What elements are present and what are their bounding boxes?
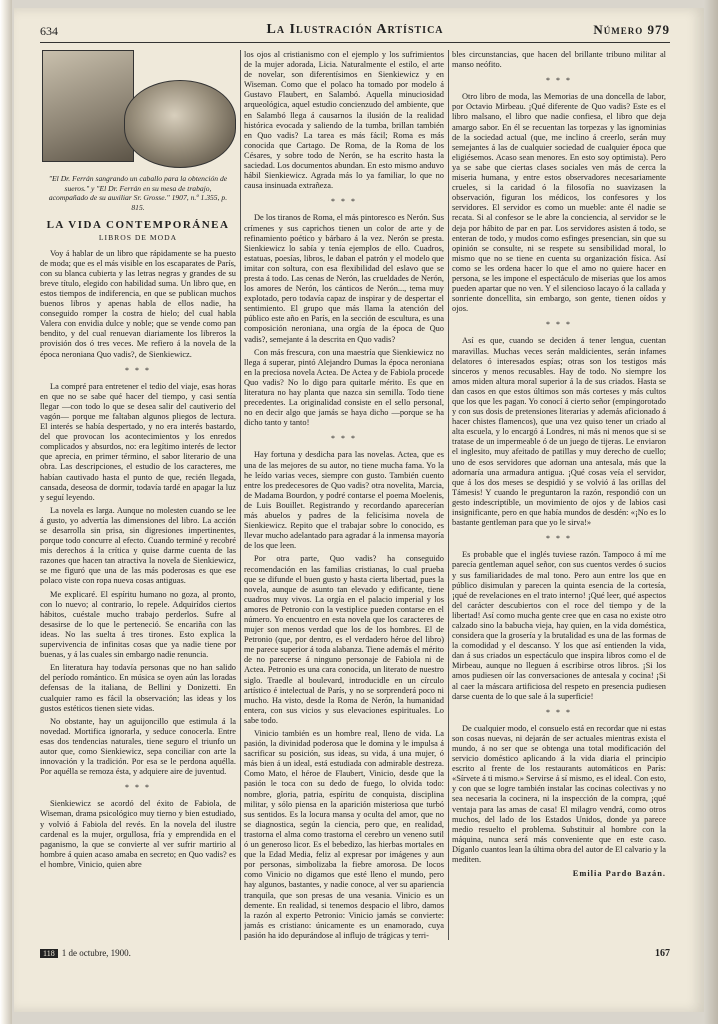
footer-date-group [40, 948, 131, 958]
paragraph: La novela es larga. Aunque no molesten cuando se lee á gusto, yo advertía las dimensiones del libro. La acción se desarrolla sin prisa, sin digresiones impertinentes, porque todo concurre al efecto. Cuando terminé y recobré mis derechos á la crítica y quise darme cuenta de las razones que hacen tan atractiva la novela de Sienkiewicz, se me figuró que una de las más poderosas es que ese polaco viste con ropa nueva cosas antiguas. [40, 505, 236, 586]
page-edge [704, 0, 718, 1024]
photo-work-table [124, 80, 236, 168]
paragraph: Sienkiewicz se acordó del éxito de Fabiola, de Wiseman, drama psicológico muy tierno y bien estudiado, y volvió á Fabiola del revés. En la novela del ilustre cardenal es la mujer, orgullosa, fría y emprendida en el paganismo, la que se convierte al ver sufrir martirio al hombre á quien acaso amaba en secreto; en Quo vadis? es el hombre, Vinicio, quien abre [40, 799, 236, 869]
paragraph: Voy á hablar de un libro que rápidamente se ha puesto de moda; que es el más visible en los escaparates de París, con su blanca cubierta y las letras negras y grandes de su breve título, elegido con habilidad suma. Un libro que, en estos tiempos de indiferencia, en que se publican muchos buenos libros y apenas habla de ellos nadie, ha conseguido romper la costra de hielo; del cual habla Valera con envidia dulce y noble; que se vende como pan bendito, y del cual renuevan diariamente los libreros la provisión dos ó tres veces. Me refiero á la novela de la época neroniana Quo vadis?, de Sienkiewicz. [40, 248, 236, 359]
footer-date: 1 de octubre, 1900. [61, 948, 131, 958]
paragraph: bles circunstancias, que hacen del brillante tribuno militar al manso neófito. [452, 50, 666, 70]
header-title: La Ilustración Artística [266, 22, 444, 37]
header-issue: Número 979 [593, 22, 670, 37]
paragraph: Es probable que el inglés tuviese razón. Tampoco á mí me parecía gentleman aquel señor, con sus cuentos verdes ó sucios y sus familiaridades de mal tono. Pero aun entre los que en público disimulan y parecen la quinta esencia de la cortesía, ¡qué de revelaciones en el trato interno! ¡Qué leer, qué aspectos del carácter descubiertos con el roce del tiempo y de la libertad! Así como mucha gente cree que en casa no existe otro calzado sino la babucha vieja, hay quien, en la vida doméstica, considera que la grosería y la brutalidad es una de las formas de la comodidad y el descanso. Y los que así entienden la vida, dan á sus criados un espectáculo que inspira libros como el de Mirbeau, aunque no lleguen á escribirse otros libros. ¡Si los amos pudiesen oír las conversaciones de antesala y cocina! ¡Si al caer la máscara artificiosa del respeto en presencia pudiesen darse cuenta de lo que sale á la superficie! [452, 550, 666, 701]
paragraph: De los tiranos de Roma, el más pintoresco es Nerón. Sus crímenes y sus caprichos tienen un color de arte y de refinamiento poético y bárbaro á la vez. Nerón se presta. Sienkiewicz lo sabía y tenía ejemplos de ello. Cuadros, estatuas, poesías, libros, le daban el patrón y el modelo que imitar con soltura, con esa flexibilidad del eslavo que se presta á todo. Las cenas de Nerón, las crueldades de Nerón, los amores de Nerón, los cánticos de Nerón..., tema muy explotado, pero todavía capaz de inspirar y de despertar el sentimiento. El grupo que más llama la atención del público este año en París, en la sección de escultura, es una composición neroniana, una orgía de la época de Quo vadis?, semejante á la descrita en Quo vadis? [244, 213, 444, 344]
column-divider-1 [240, 50, 241, 940]
paragraph: Así es que, cuando se deciden á tener lengua, cuentan maravillas. Muchas veces serán maldicientes, serán infames delatores ó interesados espías; otras son los testigos más sinceros y menos recusables. Hay de todo. No siempre los amos miden altura moral superior á la de sus criados. Hasta se dan casos en que estos últimos son más corteses y más cultos que los que les pagan. Yo conocí á cierto señor (empingorotado y con sus dosis de pretensiones literarias y además aficionado á hacer chistes flamencos), que una vez quiso tener un criado al alta escuela, y lo encargó á Londres, ni más ni menos que si se tratase de un impermeable ó de un juego de tijeras. Le enviaron el inglesito, muy afeitado de patillas y muy derecho de cuello; uno de esos servidores que adornan una antesala, más que la adornaría una armadura antigua. ¡Qué cosas veía el servidor, que á los dos meses se despidió y se volvió á las orillas del Támesis! Y cuando le preguntaron la razón, respondió con un gesto indescriptible, un movimiento de ojos y de labios casi insignificante, pero en que había mundos de desdén: «¡No es lo bastante gentleman para que yo le sirva!» [452, 336, 666, 528]
column-divider-2 [448, 50, 449, 940]
separator-asterisks: * * * [546, 707, 572, 717]
header-page-number: 634 [40, 24, 58, 38]
page-footer [40, 948, 670, 968]
book-spine [0, 0, 12, 1024]
column-1 [40, 50, 236, 940]
section-subtitle: LIBROS DE MODA [98, 233, 178, 243]
separator-asterisks: * * * [125, 783, 151, 793]
photo-caption: "El Dr. Ferrán sangrando un caballo para la obtención de sueros." y "El Dr. Ferrán en su mesa de trabajo, acompañado de su auxiliar Sr. Grosse." 1907, n.º 1.355, p. 815. [48, 174, 228, 212]
paragraph: Por otra parte, Quo vadis? ha conseguido recomendación en las familias cristianas, lo cual prueba que se difunde el buen gusto y hasta cierta libertad, pues la novela, aunque de asunto tan elevado y edificante, tiene cuadros muy vivos. La orgía en el palacio imperial y los amores de Petronio con la vestiplice pueden contarse en el número. Yo encuentro en esta novela que los caracteres de mujer son menos verdad que los de los hombres. El de Petronio (que, por dentro, es el verdadero héroe del libro) me parece superior á toda alabanza. Tiene además el mérito de no parecerse á ninguno personaje de Fabiola ni de Actea. Petronio es una cara conocida, un literato de nuestro siglo. Traedle al boulevard, introducidle en un círculo artístico é intelectual de París, y no se sorprenderá poco ni mucho. Ha visto, desde la Roma de Nerón, la humanidad entera, con sus vicios y sus elevaciones espirituales. Lo sabe todo. [244, 554, 444, 725]
paragraph: Con más frescura, con una maestría que Sienkiewicz no llega á superar, pintó Alejandro Dumas la época neroniana en la preciosa novela Actea. De Actea y de Fabiola procede Quo vadis? No lo digo para quitarle mérito. Es que en literatura no hay planta que nazca sin semilla. Todo tiene precedentes. La originalidad consiste en el sello personal, no en decir algo que jamás se haya dicho —porque se ha dicho tanto y tanto! [244, 347, 444, 428]
separator-asterisks: * * * [546, 76, 572, 86]
paragraph: Vinicio también es un hombre real, lleno de vida. La pasión, la divinidad poderosa que le domina y le impulsa á sacrificar su posición, sus ideas, su vida, á una mujer, ó más bien á un ideal, está estudiada con admirable destreza. Como Mato, el héroe de Flaubert, Vinicio, desde que la pasión le toca con su dedo de fuego, lo olvida todo: nombre, gloria, patria, espíritu de conquista, disciplina militar, y sólo piensa en la aparición misteriosa que turbó sus sentidos. Es la locura mansa y oculta del amor, que no se diagnostica, según la ciencia, pero que, en realidad, trastorna el alma como trastorna el cerebro un veneno sutil ó un generoso licor. Es el bebedizo, las hierbas mortales en que la Edad Media, feliz al expresar por imágenes y aun por personas, simbolizaba la fiebre amorosa. De locos como Vinicio no digamos que esté lleno el mundo, pero hay algunos, bastantes, y nadie conoce, al ver su apariencia tranquila, que son presas de una vesania. Vinicio es un demente. En realidad, si tenemos despacio el libro, damos la razón al experto Petronio: Vinicio jamás se convierte: jamás es cristiano: únicamente es un enamorado, cuya pasión ha ido depurándose al influjo de trágicas y terri- [244, 729, 444, 940]
paragraph: La compré para entretener el tedio del viaje, esas horas en que no se sabe qué hacer del tiempo, y casi sentía llegar —con todo lo que se desea salir del cautiverio del vagón— porque me faltaban algunos pliegos de lectura. El interés se había despertado, y no era interés bastardo, del que provocan los acontecimientos y los enredos complicados y absurdos, no: era legítimo interés de lector que aprecia, en primer término, el sabor literario de una obra. Las descripciones, el estudio de los caracteres, me habían cautivado hasta el punto de que, recién llegada, cansada, deseosa de dormir, todavía tardé en apagar la luz y seguí leyendo. [40, 381, 236, 502]
separator-asterisks: * * * [546, 320, 572, 330]
author-signature: Emilia Pardo Bazán. [572, 869, 666, 879]
paragraph: Otro libro de moda, las Memorias de una doncella de labor, por Octavio Mirbeau. ¡Qué diferente de Quo vadis? Este es el libro malsano, el libro que nadie confiesa, el libro que deja amargo sabor. En él se recuentan las torpezas y las ignominias de la sociedad actual (que, me inclino á creerlo, serán muy semejantes á las de cualquier sociedad de cualquier época que eligiésemos. Acaso sean menores. En esto soy optimista). Pero ya se sabe que ciertas clases sociales ven más de cerca la miseria humana, y entre estos observadores necesariamente crueles, si la caridad ó la filosofía no suavizasen la observación, figuran los médicos, los confesores y los servidores. El servidor es como un mueble: ante él nadie se recata. Si al confesor se le abre la conciencia, al servidor se le deja por hábito de par en par. Los servidores asisten á todo, se enteran de todo, y mudos como esfinges presencian, sin que su opinión se consulte, ni se respete su sensibilidad moral, lo mismo que no se tiene en cuenta su organización física. Así como se les ordena hacer lo que el amo no quiere hacer en persona, se les impone el espectáculo de miserias que los amos pueden apartar que no ven. Y el silencioso lacayo ó la callada y sonriente doncellita, sin embargo, son gente, tienen oídos y ojos. [452, 92, 666, 314]
separator-asterisks: * * * [331, 434, 357, 444]
paragraph: Me explicaré. El espíritu humano no goza, al pronto, con lo nuevo; al contrario, lo repele. Adquirídos ciertos hábitos, cuéstale mucho trabajo perderlos. Sufre al desasirse de lo que le perteneció. Se encariña con las ideas. No las suelta á tres tirones. Esto explica la supervivencia de infinitas cosas que ya nadie tiene por buenas, y á las cuales sin embargo nadie renuncia. [40, 589, 236, 660]
separator-asterisks: * * * [125, 365, 151, 375]
footer-badge: 118 [40, 949, 58, 958]
paragraph: De cualquier modo, el consuelo está en recordar que ni estas son cosas nuevas, ni dejarán de ser actuales mientras exista el mundo, á no ser que se obtenga una total modificación del servicio doméstico aplicando á la vida diaria el principio escrito al frente de los restaurants automáticos en París: «Sírvete á ti mismo.» Servirse á sí mismo, es el ideal. Con esto, y con que se logre también instalar las cocinas colectivas y no sea necesaria la cocinera, ni la inspección de la compra, ¡qué ventaja para las amas de casa! El milagro vendrá, como otros muchos, del lado de los Estados Unidos, donde ya parece medio resuelto el problema. Substituir al hombre con la máquina, nunca será más conveniente que en este caso. Díganlo cuantos lean la última obra del autor de El calvario y la mediten. [452, 723, 666, 865]
header-rule [40, 42, 670, 43]
paragraph: No obstante, hay un aguijoncillo que estimula á la novedad. Mortifica ignorarla, y seduce conocerla. Entre esas dos tendencias naturales, tiene seguro el triunfo un autor que, como Sienkiewicz, sepa conciliar con arte la innovación y la tradición. Por esa se le perdona aquélla. Por aquélla se remoza ésta, y adquiere aire de juventud. [40, 716, 236, 777]
column-2 [244, 50, 444, 940]
photographs [40, 50, 236, 170]
separator-asterisks: * * * [546, 534, 572, 544]
section-title: LA VIDA CONTEMPORÁNEA [46, 219, 230, 232]
footer-page-number: 167 [655, 948, 670, 959]
photo-horse-bleeding [42, 50, 134, 162]
column-3 [452, 50, 666, 940]
paragraph: los ojos al cristianismo con el ejemplo y los sufrimientos de la mujer adorada, Licia. Naturalmente el estilo, el arte de novelar, son diferentísimos en Sienkiewicz y en Wiseman. Como que el polaco ha tomado por modelo á Gustavo Flaubert, en Salambó. Aquella minuciosidad arqueológica, aquel estudio concienzudo del ambiente, que en Salambó llega á causarnos la ilusión de la realidad histórica evocada y saliendo de la tumba, brillan también en Quo vadis? La tarea es más fácil; Roma es más conocida que Cartago. De Roma, de la Roma de los Césares, y sobre todo de Nerón, se ha escrito hasta la saciedad. Los documentos abundan. En esto mismo anduvo hábil Sienkiewicz. Agrada más lo ya familiar, lo que no causa insinuada extrañeza. [244, 50, 444, 191]
paragraph: En literatura hay todavía personas que no han salido del período romántico. En música se oyen aún las loradas defensas de la italiana, de Bellini y Donizetti. En cualquier ramo es fácil la observación; las ideas y los gustos estéticos tienen siete vidas. [40, 663, 236, 713]
paragraph: Hay fortuna y desdicha para las novelas. Actea, que es una de las mejores de su autor, no tiene mucha fama. Yo la he leído varias veces, siempre con gusto. También cuento entre los predecesores de Quo vadis? otra novelita, Marcia, de Madama Bourdon, y podré contarse el poema Moelenis, de Luis Bouillet. Registrando y recordando aparecerían más abuelos y padres de la felicísima novela de Sienkiewicz. Repito que el trabajar sobre lo conocido, es llevar mucho adelantado para agradar á la inmensa mayoría de los que leen. [244, 450, 444, 551]
separator-asterisks: * * * [331, 197, 357, 207]
